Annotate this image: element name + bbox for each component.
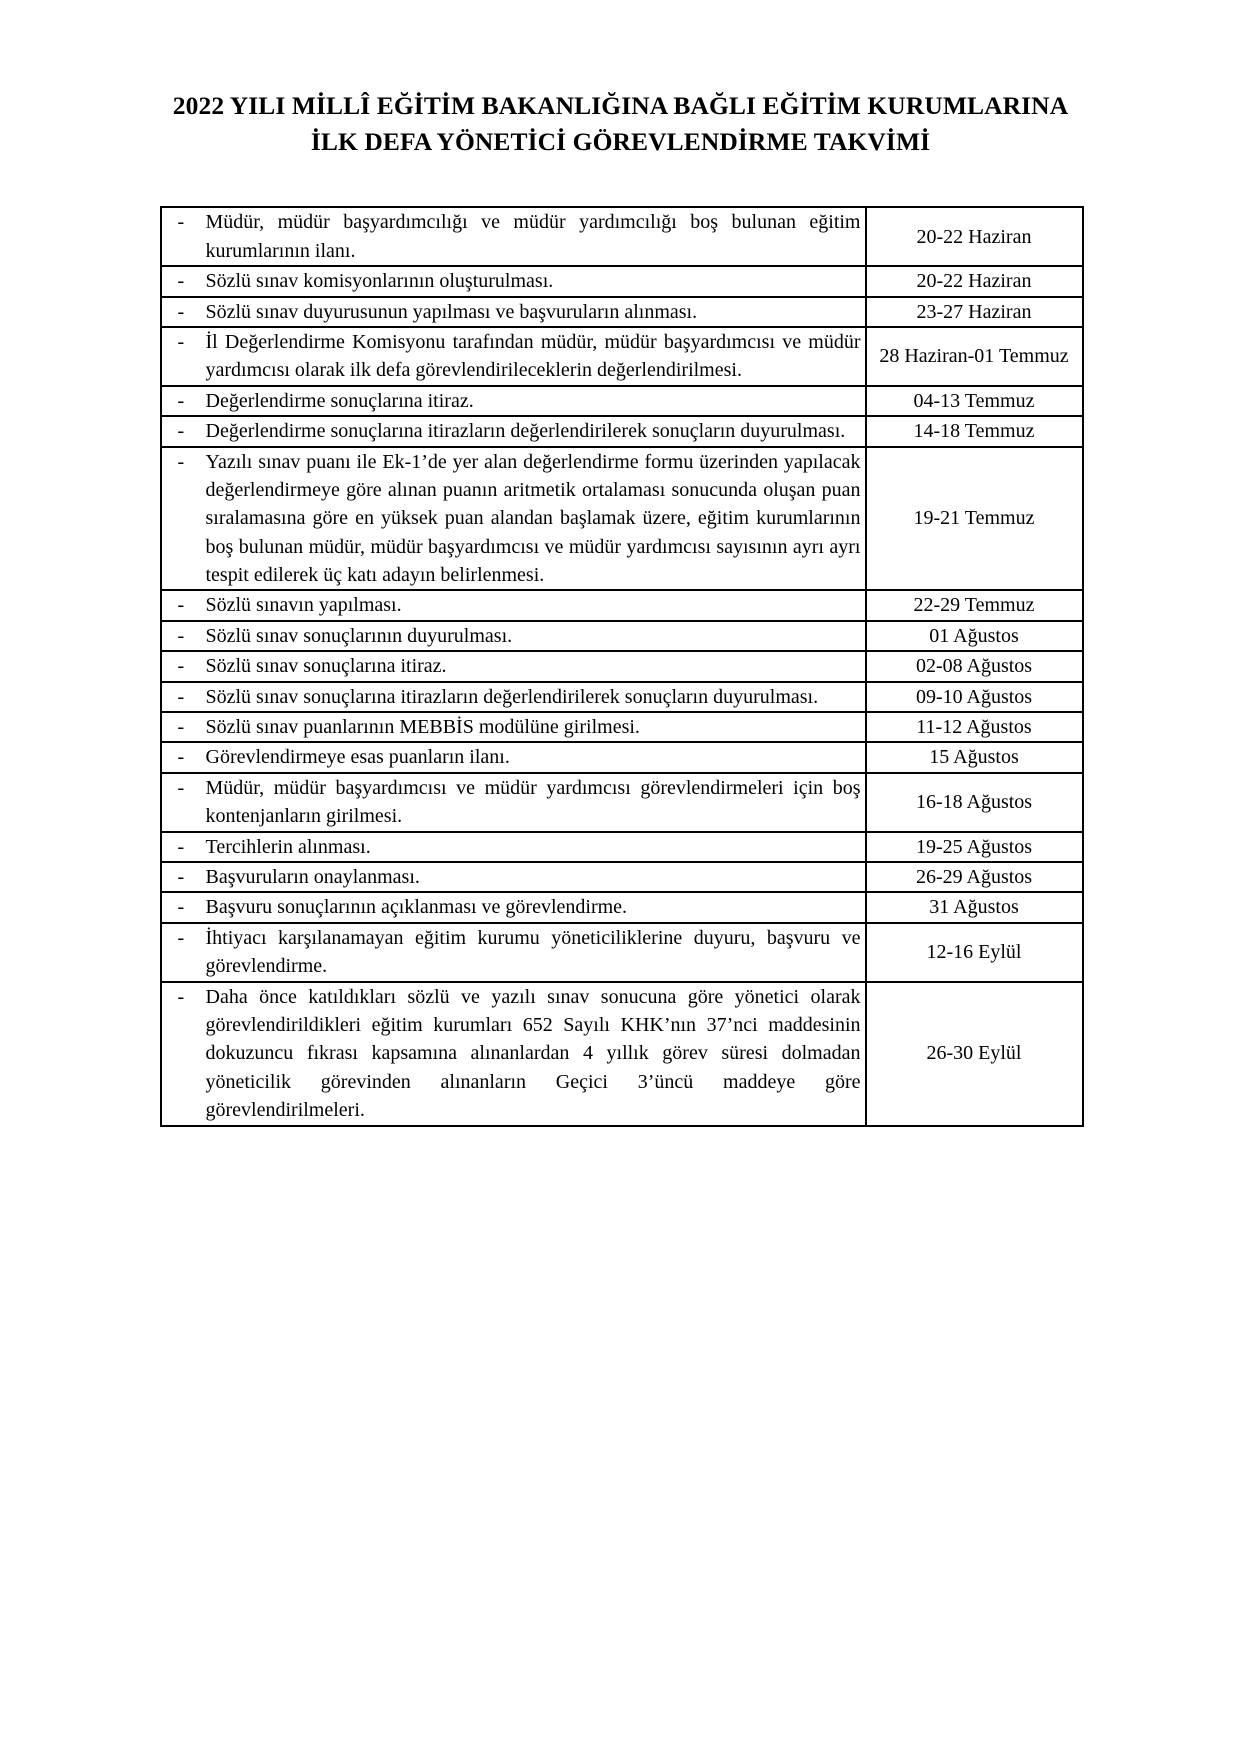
task-cell [161, 207, 866, 266]
bullet-marker: - [177, 389, 185, 412]
table-row [161, 590, 1083, 620]
date-cell: 16-18 Ağustos [866, 773, 1083, 832]
date-cell: 19-25 Ağustos [866, 832, 1083, 862]
task-inner [162, 591, 865, 619]
bullet-marker: - [177, 926, 185, 949]
task-cell [161, 266, 866, 296]
task-cell [161, 862, 866, 892]
task-text: Sözlü sınav sonuçlarına itirazların değerlendirilerek sonuçların duyurulması. [205, 685, 819, 708]
table-row [161, 923, 1083, 982]
task-text: Sözlü sınav duyurusunun yapılması ve başvuruların alınması. [205, 300, 698, 323]
bullet-marker: - [177, 776, 185, 799]
bullet-marker: - [177, 624, 185, 647]
task-inner [162, 774, 865, 831]
task-text: Sözlü sınav komisyonlarının oluşturulması. [205, 270, 554, 293]
bullet-marker: - [177, 746, 185, 769]
table-row [161, 651, 1083, 681]
task-cell [161, 712, 866, 742]
bullet-marker: - [177, 655, 185, 678]
table-row [161, 297, 1083, 327]
task-cell [161, 621, 866, 651]
task-inner [162, 208, 865, 265]
date-cell: 15 Ağustos [866, 742, 1083, 772]
calendar-table [160, 206, 1084, 1126]
task-cell [161, 682, 866, 712]
bullet-marker: - [177, 330, 185, 353]
task-cell [161, 982, 866, 1126]
bullet-marker: - [177, 685, 185, 708]
table-row [161, 862, 1083, 892]
table-row [161, 266, 1083, 296]
task-text: Başvuru sonuçlarının açıklanması ve görevlendirme. [205, 896, 628, 919]
task-inner [162, 893, 865, 921]
task-inner [162, 387, 865, 415]
bullet-marker: - [177, 450, 185, 473]
date-cell: 23-27 Haziran [866, 297, 1083, 327]
task-inner [162, 924, 865, 981]
task-inner [162, 417, 865, 445]
task-text: Sözlü sınav sonuçlarına itiraz. [205, 655, 447, 678]
table-row [161, 416, 1083, 446]
task-inner [162, 713, 865, 741]
date-cell: 19-21 Temmuz [866, 447, 1083, 591]
date-cell: 22-29 Temmuz [866, 590, 1083, 620]
task-inner [162, 983, 865, 1125]
task-inner [162, 863, 865, 891]
task-text: Sözlü sınavın yapılması. [205, 594, 402, 617]
task-cell [161, 447, 866, 591]
task-text: İl Değerlendirme Komisyonu tarafından müdür, müdür başyardımcısı ve müdür yardımcısı olarak ilk defa görevlendirileceklerin değerlendirilmesi. [205, 330, 861, 382]
bullet-marker: - [177, 716, 185, 739]
table-row [161, 712, 1083, 742]
table-row [161, 832, 1083, 862]
date-cell: 28 Haziran-01 Temmuz [866, 327, 1083, 386]
task-inner [162, 622, 865, 650]
task-cell [161, 742, 866, 772]
task-text: Görevlendirmeye esas puanların ilanı. [205, 746, 510, 769]
date-cell: 26-29 Ağustos [866, 862, 1083, 892]
table-row [161, 982, 1083, 1126]
date-cell: 01 Ağustos [866, 621, 1083, 651]
bullet-marker: - [177, 420, 185, 443]
page-title-line-2: İLK DEFA YÖNETİCİ GÖREVLENDİRME TAKVİMİ [310, 127, 931, 157]
task-text: Sözlü sınav puanlarının MEBBİS modülüne girilmesi. [205, 716, 640, 739]
date-cell: 20-22 Haziran [866, 207, 1083, 266]
date-cell: 26-30 Eylül [866, 982, 1083, 1126]
bullet-marker: - [177, 866, 185, 888]
table-row [161, 892, 1083, 922]
bullet-marker: - [177, 835, 185, 858]
date-cell: 02-08 Ağustos [866, 651, 1083, 681]
date-cell: 14-18 Temmuz [866, 416, 1083, 446]
table-row [161, 621, 1083, 651]
page-title [171, 0, 1071, 160]
task-text: Müdür, müdür başyardımcılığı ve müdür yardımcılığı boş bulunan eğitim kurumlarının ilanı. [205, 211, 861, 262]
task-cell [161, 832, 866, 862]
task-cell [161, 590, 866, 620]
bullet-marker: - [177, 896, 185, 919]
bullet-marker: - [177, 594, 185, 617]
task-text: Başvuruların onaylanması. [205, 866, 420, 888]
table-row [161, 327, 1083, 386]
task-cell [161, 416, 866, 446]
task-text: Değerlendirme sonuçlarına itirazların değerlendirilerek sonuçların duyurulması. [205, 420, 846, 443]
task-inner [162, 298, 865, 326]
table-row [161, 447, 1083, 591]
calendar-table-body [161, 207, 1083, 1125]
date-cell: 04-13 Temmuz [866, 386, 1083, 416]
task-text: İhtiyacı karşılanamayan eğitim kurumu yöneticiliklerine duyuru, başvuru ve görevlendirme. [205, 926, 861, 978]
table-row [161, 773, 1083, 832]
bullet-marker: - [177, 300, 185, 323]
task-inner [162, 683, 865, 711]
date-cell: 31 Ağustos [866, 892, 1083, 922]
task-cell [161, 386, 866, 416]
task-inner [162, 833, 865, 861]
page-title-line-1: 2022 YILI MİLLÎ EĞİTİM BAKANLIĞINA BAĞLI EĞİTİM KURUMLARINA [172, 91, 1069, 120]
task-cell [161, 327, 866, 386]
calendar-table-container [160, 206, 1082, 1126]
task-inner [162, 652, 865, 680]
task-text: Sözlü sınav sonuçlarının duyurulması. [205, 624, 513, 647]
task-inner [162, 328, 865, 385]
bullet-marker: - [177, 985, 185, 1008]
bullet-marker: - [177, 211, 185, 234]
table-row [161, 682, 1083, 712]
date-cell: 20-22 Haziran [866, 266, 1083, 296]
task-cell [161, 651, 866, 681]
table-row [161, 207, 1083, 266]
table-row [161, 386, 1083, 416]
task-inner [162, 448, 865, 590]
task-text: Tercihlerin alınması. [205, 835, 371, 858]
date-cell: 09-10 Ağustos [866, 682, 1083, 712]
task-cell [161, 773, 866, 832]
bullet-marker: - [177, 270, 185, 293]
task-cell [161, 923, 866, 982]
date-cell: 11-12 Ağustos [866, 712, 1083, 742]
table-row [161, 742, 1083, 772]
task-inner [162, 267, 865, 295]
task-text: Müdür, müdür başyardımcısı ve müdür yardımcısı görevlendirmeleri için boş kontenjanların girilmesi. [205, 776, 861, 828]
task-text: Yazılı sınav puanı ile Ek-1’de yer alan değerlendirme formu üzerinden yapılacak değerlendirmeye göre alınan puanın aritmetik ortalaması sonucunda oluşan puan sıralamasına göre en yüksek puan alandan başlamak üzere, eğitim kurumlarının boş bulunan müdür, müdür başyardımcısı ve müdür yardımcısı sayısının ayrı ayrı tespit edilerek üç katı adayın belirlenmesi. [205, 450, 861, 587]
date-cell: 12-16 Eylül [866, 923, 1083, 982]
task-cell [161, 297, 866, 327]
task-cell [161, 892, 866, 922]
task-text: Daha önce katıldıkları sözlü ve yazılı sınav sonucuna göre yönetici olarak görevlendirildikleri eğitim kurumları 652 Sayılı KHK’nın 37’nci maddesinin dokuzuncu fıkrası kapsamına alınanlardan 4 yıllık görev süresi dolmadan yöneticilik görevinden alınanların Geçici 3’üncü maddeye göre görevlendirilmeleri. [205, 985, 861, 1122]
task-text: Değerlendirme sonuçlarına itiraz. [205, 389, 474, 412]
task-inner [162, 743, 865, 771]
